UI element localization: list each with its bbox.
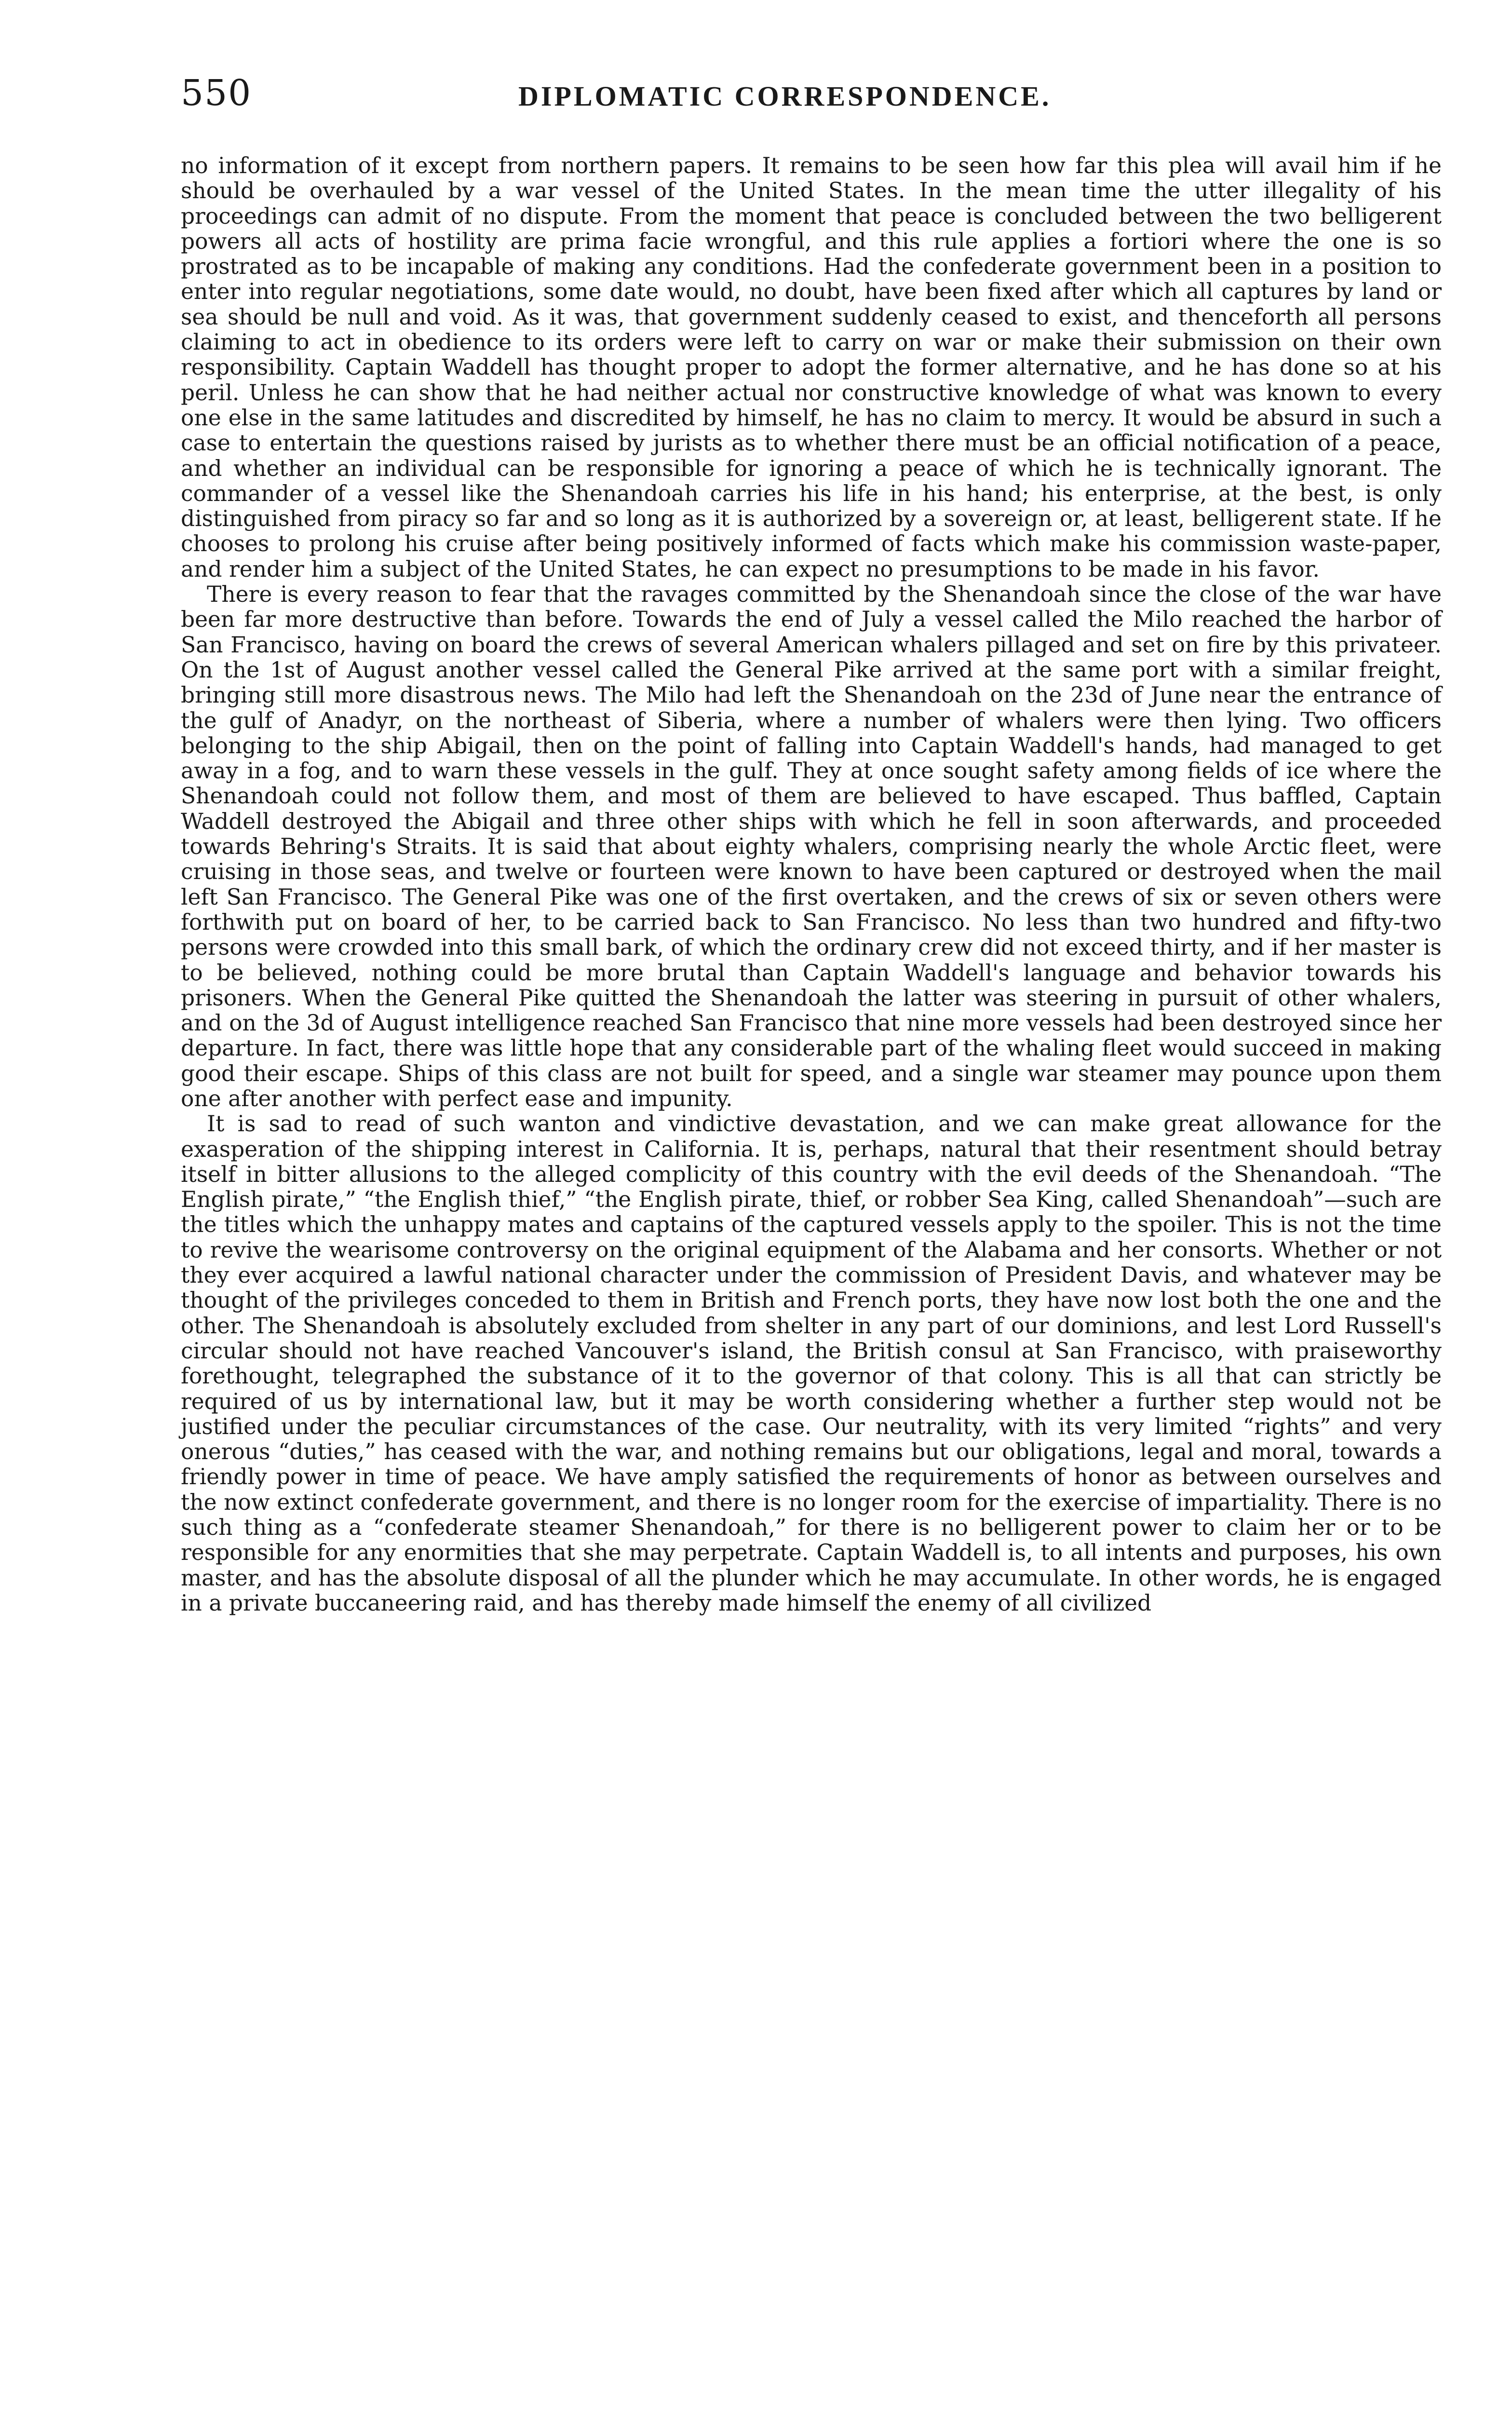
page-header <box>181 72 1439 125</box>
paragraph-1: no information of it except from northern papers. It remains to be seen how far this plea will avail him if he should be overhauled by a war vessel of the United States. In the mean time the utter illegality of his proceedings can admit of no dispute. From the moment that peace is concluded between the two belligerent powers all acts of hostility are prima facie wrongful, and this rule applies a fortiori where the one is so prostrated as to be incapable of making any conditions. Had the confederate government been in a position to enter into regular negotiations, some date would, no doubt, have been fixed after which all captures by land or sea should be null and void. As it was, that government suddenly ceased to exist, and thenceforth all persons claiming to act in obedience to its orders were left to carry on war or make their submission on their own responsibility. Captain Waddell has thought proper to adopt the former alternative, and he has done so at his peril. Unless he can show that he had neither actual nor constructive knowledge of what was known to every one else in the same latitudes and discredited by himself, he has no claim to mercy. It would be absurd in such a case to entertain the questions raised by jurists as to whether there must be an official notification of a peace, and whether an individual can be responsible for ignoring a peace of which he is technically ignorant. The commander of a vessel like the Shenandoah carries his life in his hand; his enterprise, at the best, is only distinguished from piracy so far and so long as it is authorized by a sovereign or, at least, belligerent state. If he chooses to prolong his cruise after being positively informed of facts which make his commission waste-paper, and render him a subject of the United States, he can expect no presumptions to be made in his favor. <box>181 153 1442 582</box>
running-head: DIPLOMATIC CORRESPONDENCE. <box>518 81 1052 112</box>
body-text <box>181 153 1442 2352</box>
page-number: 550 <box>181 72 252 114</box>
paragraph-2: There is every reason to fear that the ravages committed by the Shenandoah since the close of the war have been far more destructive than before. Towards the end of July a vessel called the Milo reached the harbor of San Francisco, having on board the crews of several American whalers pillaged and set on fire by this privateer. On the 1st of August another vessel called the General Pike arrived at the same port with a similar freight, bringing still more disastrous news. The Milo had left the Shenandoah on the 23d of June near the entrance of the gulf of Anadyr, on the northeast of Siberia, where a number of whalers were then lying. Two officers belonging to the ship Abigail, then on the point of falling into Captain Waddell's hands, had managed to get away in a fog, and to warn these vessels in the gulf. They at once sought safety among fields of ice where the Shenandoah could not follow them, and most of them are believed to have escaped. Thus baffled, Captain Waddell destroyed the Abigail and three other ships with which he fell in soon afterwards, and proceeded towards Behring's Straits. It is said that about eighty whalers, comprising nearly the whole Arctic fleet, were cruising in those seas, and twelve or fourteen were known to have been captured or destroyed when the mail left San Francisco. The General Pike was one of the first overtaken, and the crews of six or seven others were forthwith put on board of her, to be carried back to San Francisco. No less than two hundred and fifty-two persons were crowded into this small bark, of which the ordinary crew did not exceed thirty, and if her master is to be believed, nothing could be more brutal than Captain Waddell's language and behavior towards his prisoners. When the General Pike quitted the Shenandoah the latter was steering in pursuit of other whalers, and on the 3d of August intelligence reached San Francisco that nine more vessels had been destroyed since her departure. In fact, there was little hope that any considerable part of the whaling fleet would succeed in making good their escape. Ships of this class are not built for speed, and a single war steamer may pounce upon them one after another with perfect ease and impunity. <box>181 582 1442 1111</box>
paragraph-3: It is sad to read of such wanton and vindictive devastation, and we can make great allowance for the exasperation of the shipping interest in California. It is, perhaps, natural that their resentment should betray itself in bitter allusions to the alleged complicity of this country with the evil deeds of the Shenandoah. “The English pirate,” “the English thief,” “the English pirate, thief, or robber Sea King, called Shenandoah”—such are the titles which the unhappy mates and captains of the captured vessels apply to the spoiler. This is not the time to revive the wearisome controversy on the original equipment of the Alabama and her consorts. Whether or not they ever acquired a lawful national character under the commission of President Davis, and whatever may be thought of the privileges conceded to them in British and French ports, they have now lost both the one and the other. The Shenandoah is absolutely excluded from shelter in any part of our dominions, and lest Lord Russell's circular should not have reached Vancouver's island, the British consul at San Francisco, with praiseworthy forethought, telegraphed the substance of it to the governor of that colony. This is all that can strictly be required of us by international law, but it may be worth considering whether a further step would not be justified under the peculiar circumstances of the case. Our neutrality, with its very limited “rights” and very onerous “duties,” has ceased with the war, and nothing remains but our obligations, legal and moral, towards a friendly power in time of peace. We have amply satisfied the requirements of honor as between ourselves and the now extinct confederate government, and there is no longer room for the exercise of impartiality. There is no such thing as a “confederate steamer Shenandoah,” for there is no belligerent power to claim her or to be responsible for any enormities that she may perpetrate. Captain Waddell is, to all intents and purposes, his own master, and has the absolute disposal of all the plunder which he may accumulate. In other words, he is engaged in a private buccaneering raid, and has thereby made himself the enemy of all civilized <box>181 1111 1442 1616</box>
